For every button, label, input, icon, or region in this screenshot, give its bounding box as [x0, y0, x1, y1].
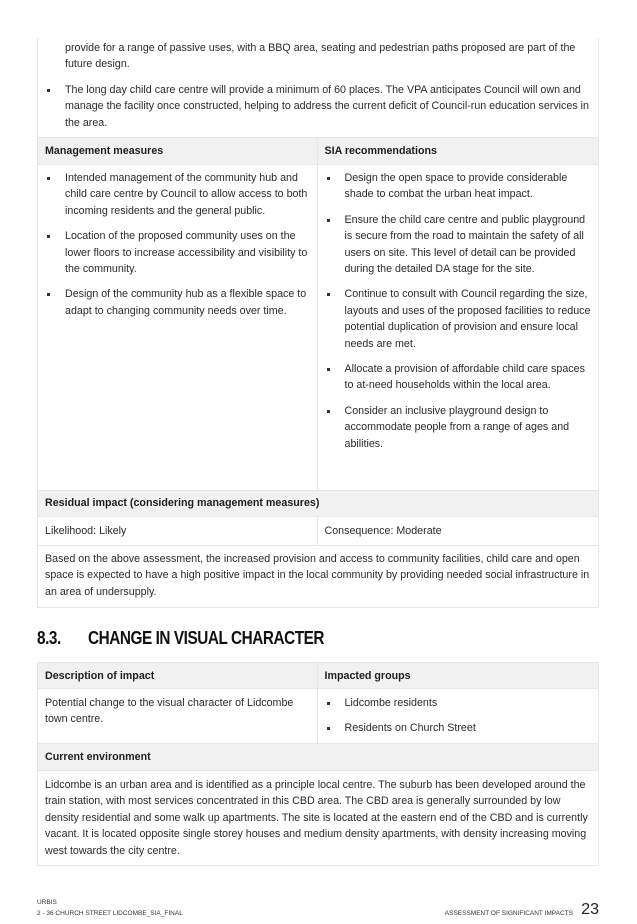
impact-table — [37, 662, 599, 866]
consequence-value: Consequence: Moderate — [324, 525, 442, 537]
recommendations-list — [325, 170, 592, 452]
recommendation-item: Design the open space to provide considerable shade to combat the urban heat impact. — [325, 170, 592, 203]
measures-table — [37, 138, 599, 608]
recommendation-item: Consider an inclusive playground design to accommodate people from a range of ages and abilities. — [325, 403, 592, 452]
management-measure-item: Location of the proposed community uses on the lower floors to increase accessibility and visibility to the community. — [45, 228, 310, 277]
footer-company: URBIS — [37, 899, 57, 906]
child-care-bullet: The long day child care centre will provide a minimum of 60 places. The VPA anticipates Council will own and manage the facility once constructed, helping to address the current deficit of Council-run education services in the area. — [45, 82, 593, 131]
page-number: 23 — [581, 901, 599, 918]
impact-description: Potential change to the visual character of Lidcombe town centre. — [38, 689, 318, 743]
current-environment-header-row — [38, 744, 598, 771]
impacted-groups-list — [325, 695, 592, 737]
management-measure-item: Design of the community hub as a flexible space to adapt to changing community needs over time. — [45, 286, 310, 319]
residual-summary: Based on the above assessment, the increased provision and access to community facilities, child care and open space is expected to have a high positive impact in the local community by providing needed social infrastructure in an area of undersupply. — [45, 553, 590, 598]
impacted-group-item: Lidcombe residents — [325, 695, 592, 711]
recommendation-item: Ensure the child care centre and public playground is secure from the road to maintain the safety of all users on site. This level of detail can be provided during the detailed DA stage for the site. — [325, 212, 592, 278]
top-continuation-block — [37, 38, 599, 138]
section-title: CHANGE IN VISUAL CHARACTER — [88, 628, 325, 648]
impacted-groups-cell — [318, 689, 599, 743]
impacted-groups-header: Impacted groups — [324, 670, 411, 682]
management-measure-item: Intended management of the community hub and child care centre by Council to allow access to both incoming residents and the general public. — [45, 170, 310, 219]
measures-body-row — [38, 165, 598, 491]
sia-recommendations-header: SIA recommendations — [324, 145, 437, 157]
footer-section-label: ASSESSMENT OF SIGNIFICANT IMPACTS — [444, 910, 573, 917]
measures-header-row — [38, 138, 598, 165]
impact-header-row — [38, 662, 598, 689]
footer-document: 2 - 36 CHURCH STREET LIDCOMBE_SIA_FINAL — [37, 910, 183, 917]
likelihood-value: Likelihood: Likely — [38, 517, 318, 545]
current-environment-row — [38, 771, 598, 866]
continuation-text: provide for a range of passive uses, with a BBQ area, seating and pedestrian paths proposed are part of the future design. — [65, 42, 576, 71]
residual-header-row — [38, 491, 598, 517]
section-number: 8.3. — [37, 628, 61, 648]
impact-body-row — [38, 689, 598, 744]
management-measures-header: Management measures — [38, 138, 318, 164]
section-heading — [37, 630, 324, 646]
current-environment-header: Current environment — [45, 751, 151, 763]
management-list — [45, 170, 310, 319]
recommendations-list-cell — [318, 165, 599, 490]
residual-impact-header: Residual impact (considering management measures) — [45, 497, 320, 509]
description-of-impact-header: Description of impact — [38, 663, 318, 688]
management-list-cell — [38, 165, 318, 490]
residual-summary-row — [38, 546, 598, 608]
residual-values-row — [38, 517, 598, 546]
current-environment-text: Lidcombe is an urban area and is identified as a principle local centre. The suburb has been developed around the train station, with most services concentrated in this CBD area. The CBD area is generally surrounded by low density residential and some walk up apartments. The site is located at the eastern end of the CBD and is currently vacant. It is located opposite single storey houses and medium density apartments, with density increasing moving west towards the city centre. — [45, 779, 588, 857]
recommendation-item: Allocate a provision of affordable child care spaces to at-need households within the local area. — [325, 361, 592, 394]
impacted-group-item: Residents on Church Street — [325, 720, 592, 736]
recommendation-item: Continue to consult with Council regarding the size, layouts and uses of the proposed facilities to reduce potential duplication of provision and ensure local needs are met. — [325, 286, 592, 352]
